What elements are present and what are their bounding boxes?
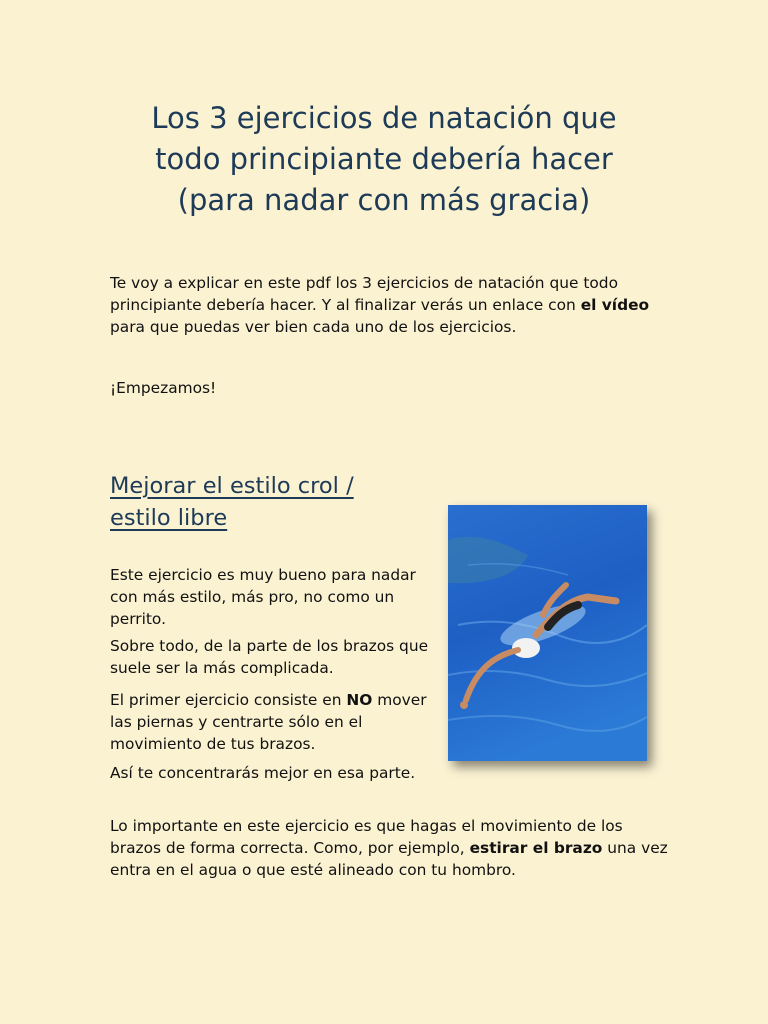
title-line-1: Los 3 ejercicios de natación que (151, 101, 617, 135)
p3-text-end: mover las piernas y centrarte sólo en el movimiento de tus brazos. (110, 691, 427, 753)
p5-text-end: una vez entra en el agua o que esté alineado con tu hombro. (110, 839, 668, 879)
section-paragraph-4: Así te concentrarás mejor en esa parte. (110, 764, 416, 782)
p5-bold-arm: estirar el brazo (469, 839, 603, 857)
section-heading-line-2: estilo libre (110, 505, 228, 531)
section-paragraph-2: Sobre todo, de la parte de los brazos que suele ser la más complicada. (110, 637, 429, 677)
section-paragraph-5 (110, 815, 670, 881)
section-heading (110, 470, 354, 534)
p5-text: Lo importante en este ejercicio es que hagas el movimiento de los brazos de forma correcta. Como, por ejemplo, (110, 817, 623, 857)
swimmer-illustration (448, 505, 647, 761)
p3-text: El primer ejercicio consiste en (110, 691, 347, 709)
title-line-2: todo principiante debería hacer (155, 142, 613, 176)
intro-bold-video: el vídeo (580, 296, 650, 314)
swimmer-photo (448, 505, 647, 761)
section-paragraph-1: Este ejercicio es muy bueno para nadar con más estilo, más pro, no como un perrito. (110, 566, 416, 628)
intro-text: Te voy a explicar en este pdf los 3 ejercicios de natación que todo principiante debería hacer. Y al finalizar verás un enlace con (110, 274, 618, 314)
page-title (0, 98, 768, 221)
intro-paragraph (110, 272, 670, 338)
section-heading-line-1: Mejorar el estilo crol / (110, 473, 354, 499)
intro-text-end: para que puedas ver bien cada uno de los ejercicios. (110, 318, 517, 336)
section-paragraph-3 (110, 689, 430, 755)
title-line-3: (para nadar con más gracia) (177, 183, 591, 217)
p3-bold-no: NO (346, 691, 373, 709)
start-text: ¡Empezamos! (110, 379, 217, 397)
